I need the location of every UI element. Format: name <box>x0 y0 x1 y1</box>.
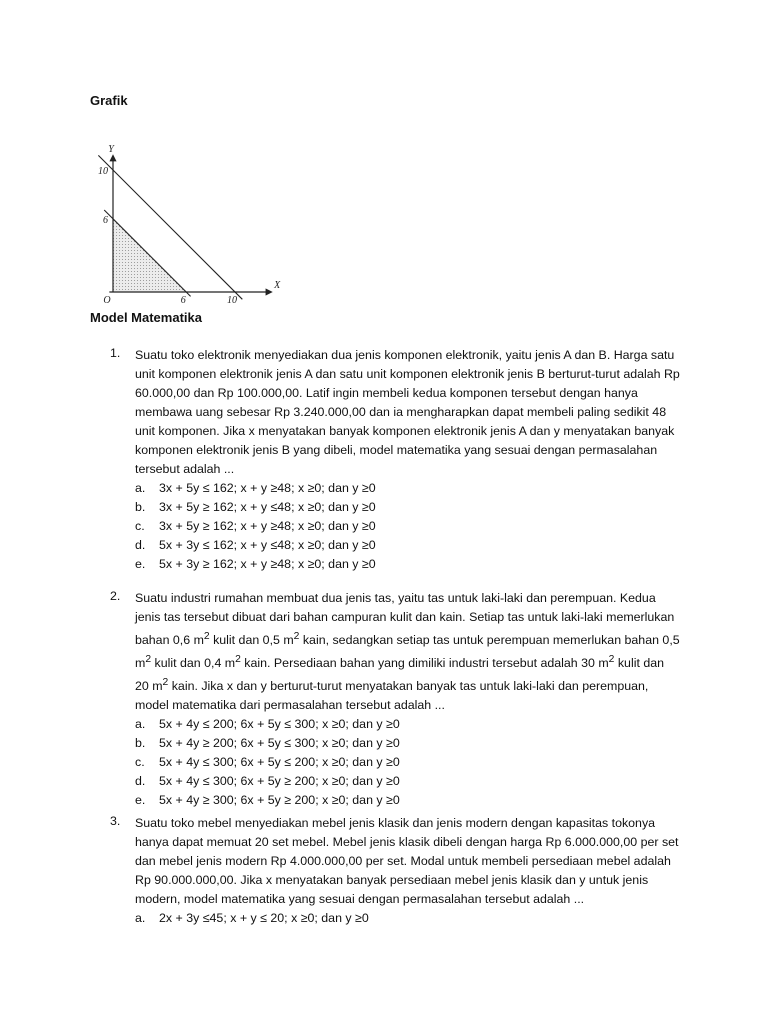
option-text: 2x + 3y ≤45; x + y ≤ 20; x ≥0; dan y ≥0 <box>159 911 369 925</box>
question-1 <box>110 346 680 574</box>
question-number: 2. <box>110 589 121 603</box>
option-letter: c. <box>135 519 145 533</box>
option-letter: d. <box>135 538 146 552</box>
text-segment: kain. Jika x dan y berturut-turut menyatakan banyak tas untuk laki-laki dan perempuan, model matematika dari permasalahan tersebut adalah ... <box>135 679 649 713</box>
option-b <box>135 498 680 517</box>
option-c <box>135 517 680 536</box>
option-letter: a. <box>135 717 146 732</box>
option-text: 5x + 4y ≥ 300; 6x + 5y ≥ 200; x ≥0; dan y ≥0 <box>159 793 400 808</box>
x-axis-label: X <box>274 280 281 291</box>
option-b <box>135 734 680 753</box>
option-letter: e. <box>135 557 146 571</box>
y-tick-label: 10 <box>98 166 108 177</box>
option-c <box>135 753 680 772</box>
text-segment: Suatu industri rumahan membuat dua jenis tas, yaitu tas untuk laki-laki dan perempuan. Kedua jenis tas tersebut dibuat dari bahan campuran kulit dan kain. Setiap tas untuk laki-laki memerlukan bahan 0,6 m <box>135 591 675 648</box>
option-letter: b. <box>135 736 146 751</box>
question-text: Suatu toko mebel menyediakan mebel jenis klasik dan jenis modern dengan kapasitas tokonya hanya dapat memuat 20 set mebel. Mebel jenis klasik dibeli dengan harga Rp 6.000.000,00 per set dan mebel jenis modern Rp 4.000.000,00 per set. Modal untuk membeli persediaan mebel adalah Rp 90.000.000,00. Jika x menyatakan banyak persediaan mebel jenis klasik dan y untuk jenis modern, model matematika yang sesuai dengan permasalahan tersebut adalah ... <box>135 816 679 906</box>
question-2 <box>110 589 680 810</box>
graph-svg <box>88 126 281 306</box>
superscript: 2 <box>145 654 152 666</box>
option-letter: a. <box>135 911 146 925</box>
text-segment: kain. Persediaan bahan yang dimiliki industri tersebut adalah 30 m <box>240 656 609 671</box>
text-segment: kulit dan 0,4 m <box>151 656 236 671</box>
option-letter: b. <box>135 500 146 514</box>
option-text: 3x + 5y ≤ 162; x + y ≥48; x ≥0; dan y ≥0 <box>159 481 376 495</box>
option-letter: a. <box>135 481 146 495</box>
option-text: 3x + 5y ≥ 162; x + y ≥48; x ≥0; dan y ≥0 <box>159 519 376 533</box>
option-e <box>135 555 680 574</box>
question-text: Suatu toko elektronik menyediakan dua jenis komponen elektronik, yaitu jenis A dan B. Harga satu unit komponen elektronik jenis A dan satu unit komponen elektronik jenis B berturut-turut adalah Rp 60.000,00 dan Rp 100.000,00. Latif ingin membeli kedua komponen tersebut dengan hanya membawa uang sebesar Rp 3.240.000,00 dan ia mengharapkan dapat membeli paling sedikit 48 unit komponen. Jika x menyatakan banyak komponen elektronik jenis A dan y menyatakan banyak komponen elektronik jenis B yang dibeli, model matematika yang sesuai dengan permasalahan tersebut adalah ... <box>135 348 680 476</box>
option-letter: d. <box>135 774 146 789</box>
text-segment: kulit dan 0,5 m <box>209 633 294 648</box>
model-heading: Model Matematika <box>90 310 202 325</box>
option-text: 5x + 3y ≤ 162; x + y ≤48; x ≥0; dan y ≥0 <box>159 538 376 552</box>
option-letter: c. <box>135 755 145 770</box>
option-text: 3x + 5y ≥ 162; x + y ≤48; x ≥0; dan y ≥0 <box>159 500 376 514</box>
options-list <box>135 715 680 810</box>
y-axis-label: Y <box>108 143 114 155</box>
y-tick-label: 6 <box>103 214 108 226</box>
option-letter: e. <box>135 793 146 808</box>
option-a <box>135 909 680 928</box>
option-e <box>135 791 680 810</box>
superscript: 2 <box>162 677 169 689</box>
option-text: 5x + 4y ≤ 300; 6x + 5y ≥ 200; x ≥0; dan y ≥0 <box>159 774 400 789</box>
question-3 <box>110 814 680 928</box>
option-text: 5x + 4y ≤ 200; 6x + 5y ≤ 300; x ≥0; dan y ≥0 <box>159 717 400 732</box>
linear-program-graph <box>88 126 281 306</box>
options-list <box>135 909 680 928</box>
superscript: 2 <box>235 654 241 666</box>
question-text <box>135 589 680 715</box>
option-text: 5x + 4y ≥ 200; 6x + 5y ≤ 300; x ≥0; dan y ≥0 <box>159 736 400 751</box>
graph-heading: Grafik <box>90 93 128 108</box>
superscript: 2 <box>608 654 615 666</box>
option-a <box>135 479 680 498</box>
text-segment: kain, sedangkan setiap tas untuk perempuan memerlukan bahan 0,5 m <box>135 633 680 671</box>
origin-label: O <box>103 295 111 306</box>
question-number: 3. <box>110 814 121 828</box>
option-d <box>135 536 680 555</box>
option-a <box>135 715 680 734</box>
x-tick-label: 10 <box>227 295 237 306</box>
text-segment: kulit dan 20 m <box>135 656 665 694</box>
option-d <box>135 772 680 791</box>
superscript: 2 <box>293 631 300 642</box>
x-tick-label: 6 <box>180 295 186 306</box>
option-text: 5x + 4y ≤ 300; 6x + 5y ≤ 200; x ≥0; dan y ≥0 <box>159 755 400 770</box>
option-text: 5x + 3y ≥ 162; x + y ≥48; x ≥0; dan y ≥0 <box>159 557 376 571</box>
question-number: 1. <box>110 346 121 360</box>
superscript: 2 <box>203 631 210 642</box>
options-list <box>135 479 680 574</box>
